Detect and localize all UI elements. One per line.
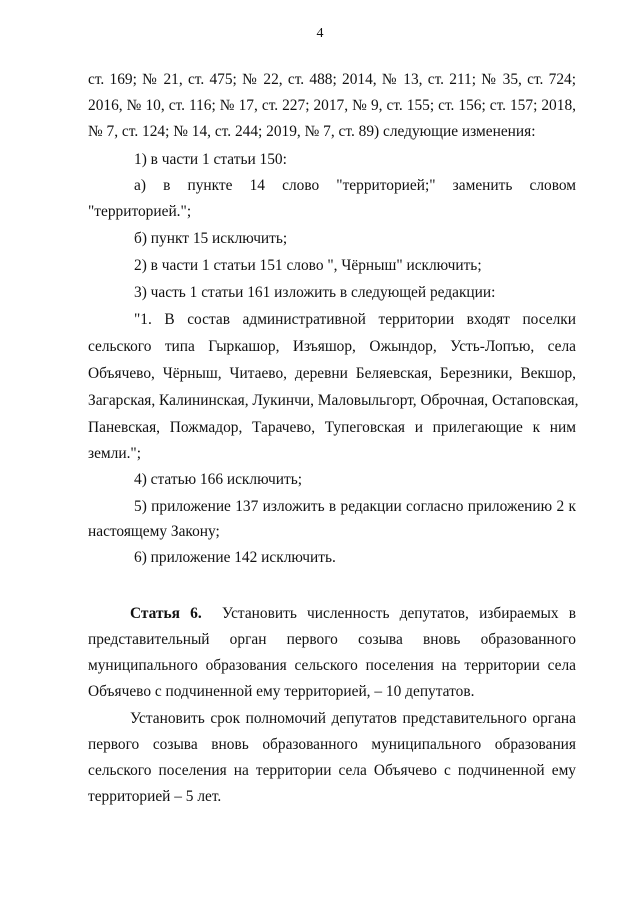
article-6-line: территорией – 5 лет. — [88, 788, 222, 805]
text-line: 2016, № 10, ст. 116; № 17, ст. 227; 2017, № 9, ст. 155; ст. 156; ст. 157; 2018, — [88, 97, 576, 114]
list-item: 5) приложение 137 изложить в редакции согласно приложению 2 к — [134, 498, 576, 515]
list-item: а) в пункте 14 слово "территорией;" заменить словом — [134, 177, 576, 194]
article-6-first-line — [130, 604, 576, 624]
quoted-text-line: Объячево, Чёрныш, Читаево, деревни Беляевская, Березники, Векшор, — [88, 365, 576, 382]
article-6-text: Установить численность депутатов, избираемых в — [222, 605, 577, 622]
list-item: б) пункт 15 исключить; — [134, 230, 288, 247]
quoted-text-line: Загарская, Калининская, Лукинчи, Маловыльгорт, Оброчная, Остаповская, — [88, 392, 579, 409]
article-6-line: Установить срок полномочий депутатов представительного органа — [130, 710, 576, 727]
text-line: № 7, ст. 124; № 14, ст. 244; 2019, № 7, ст. 89) следующие изменения: — [88, 123, 536, 140]
list-item: 3) часть 1 статьи 161 изложить в следующей редакции: — [134, 284, 496, 301]
quoted-text-line: "1. В состав административной территории входят поселки — [134, 311, 576, 328]
quoted-text-line: сельского типа Гыркашор, Изъяшор, Ожындор, Усть-Лопъю, села — [88, 338, 576, 355]
list-item: 1) в части 1 статьи 150: — [134, 151, 287, 168]
text-line: "территорией."; — [88, 203, 192, 220]
list-item: 6) приложение 142 исключить. — [134, 549, 336, 566]
list-item: 4) статью 166 исключить; — [134, 471, 303, 488]
article-6-line: представительный орган первого созыва вновь образованного — [88, 631, 576, 648]
article-6-line: сельского поселения на территории села Объячево с подчиненной ему — [88, 762, 576, 779]
text-line: ст. 169; № 21, ст. 475; № 22, ст. 488; 2014, № 13, ст. 211; № 35, ст. 724; — [88, 71, 576, 88]
list-item: 2) в части 1 статьи 151 слово ", Чёрныш" исключить; — [134, 257, 482, 274]
article-6-line: муниципального образования сельского поселения на территории села — [88, 657, 576, 674]
page-number: 4 — [316, 26, 324, 41]
article-6-line: Объячево с подчиненной ему территорией, – 10 депутатов. — [88, 683, 475, 700]
article-6-heading: Статья 6. — [130, 605, 202, 622]
article-6-line: первого созыва вновь образованного муниципального образования — [88, 736, 576, 753]
quoted-text-line: земли."; — [88, 445, 141, 462]
text-line: настоящему Закону; — [88, 523, 220, 540]
quoted-text-line: Паневская, Пожмадор, Тарачево, Тупеговская и прилегающие к ним — [88, 419, 576, 436]
